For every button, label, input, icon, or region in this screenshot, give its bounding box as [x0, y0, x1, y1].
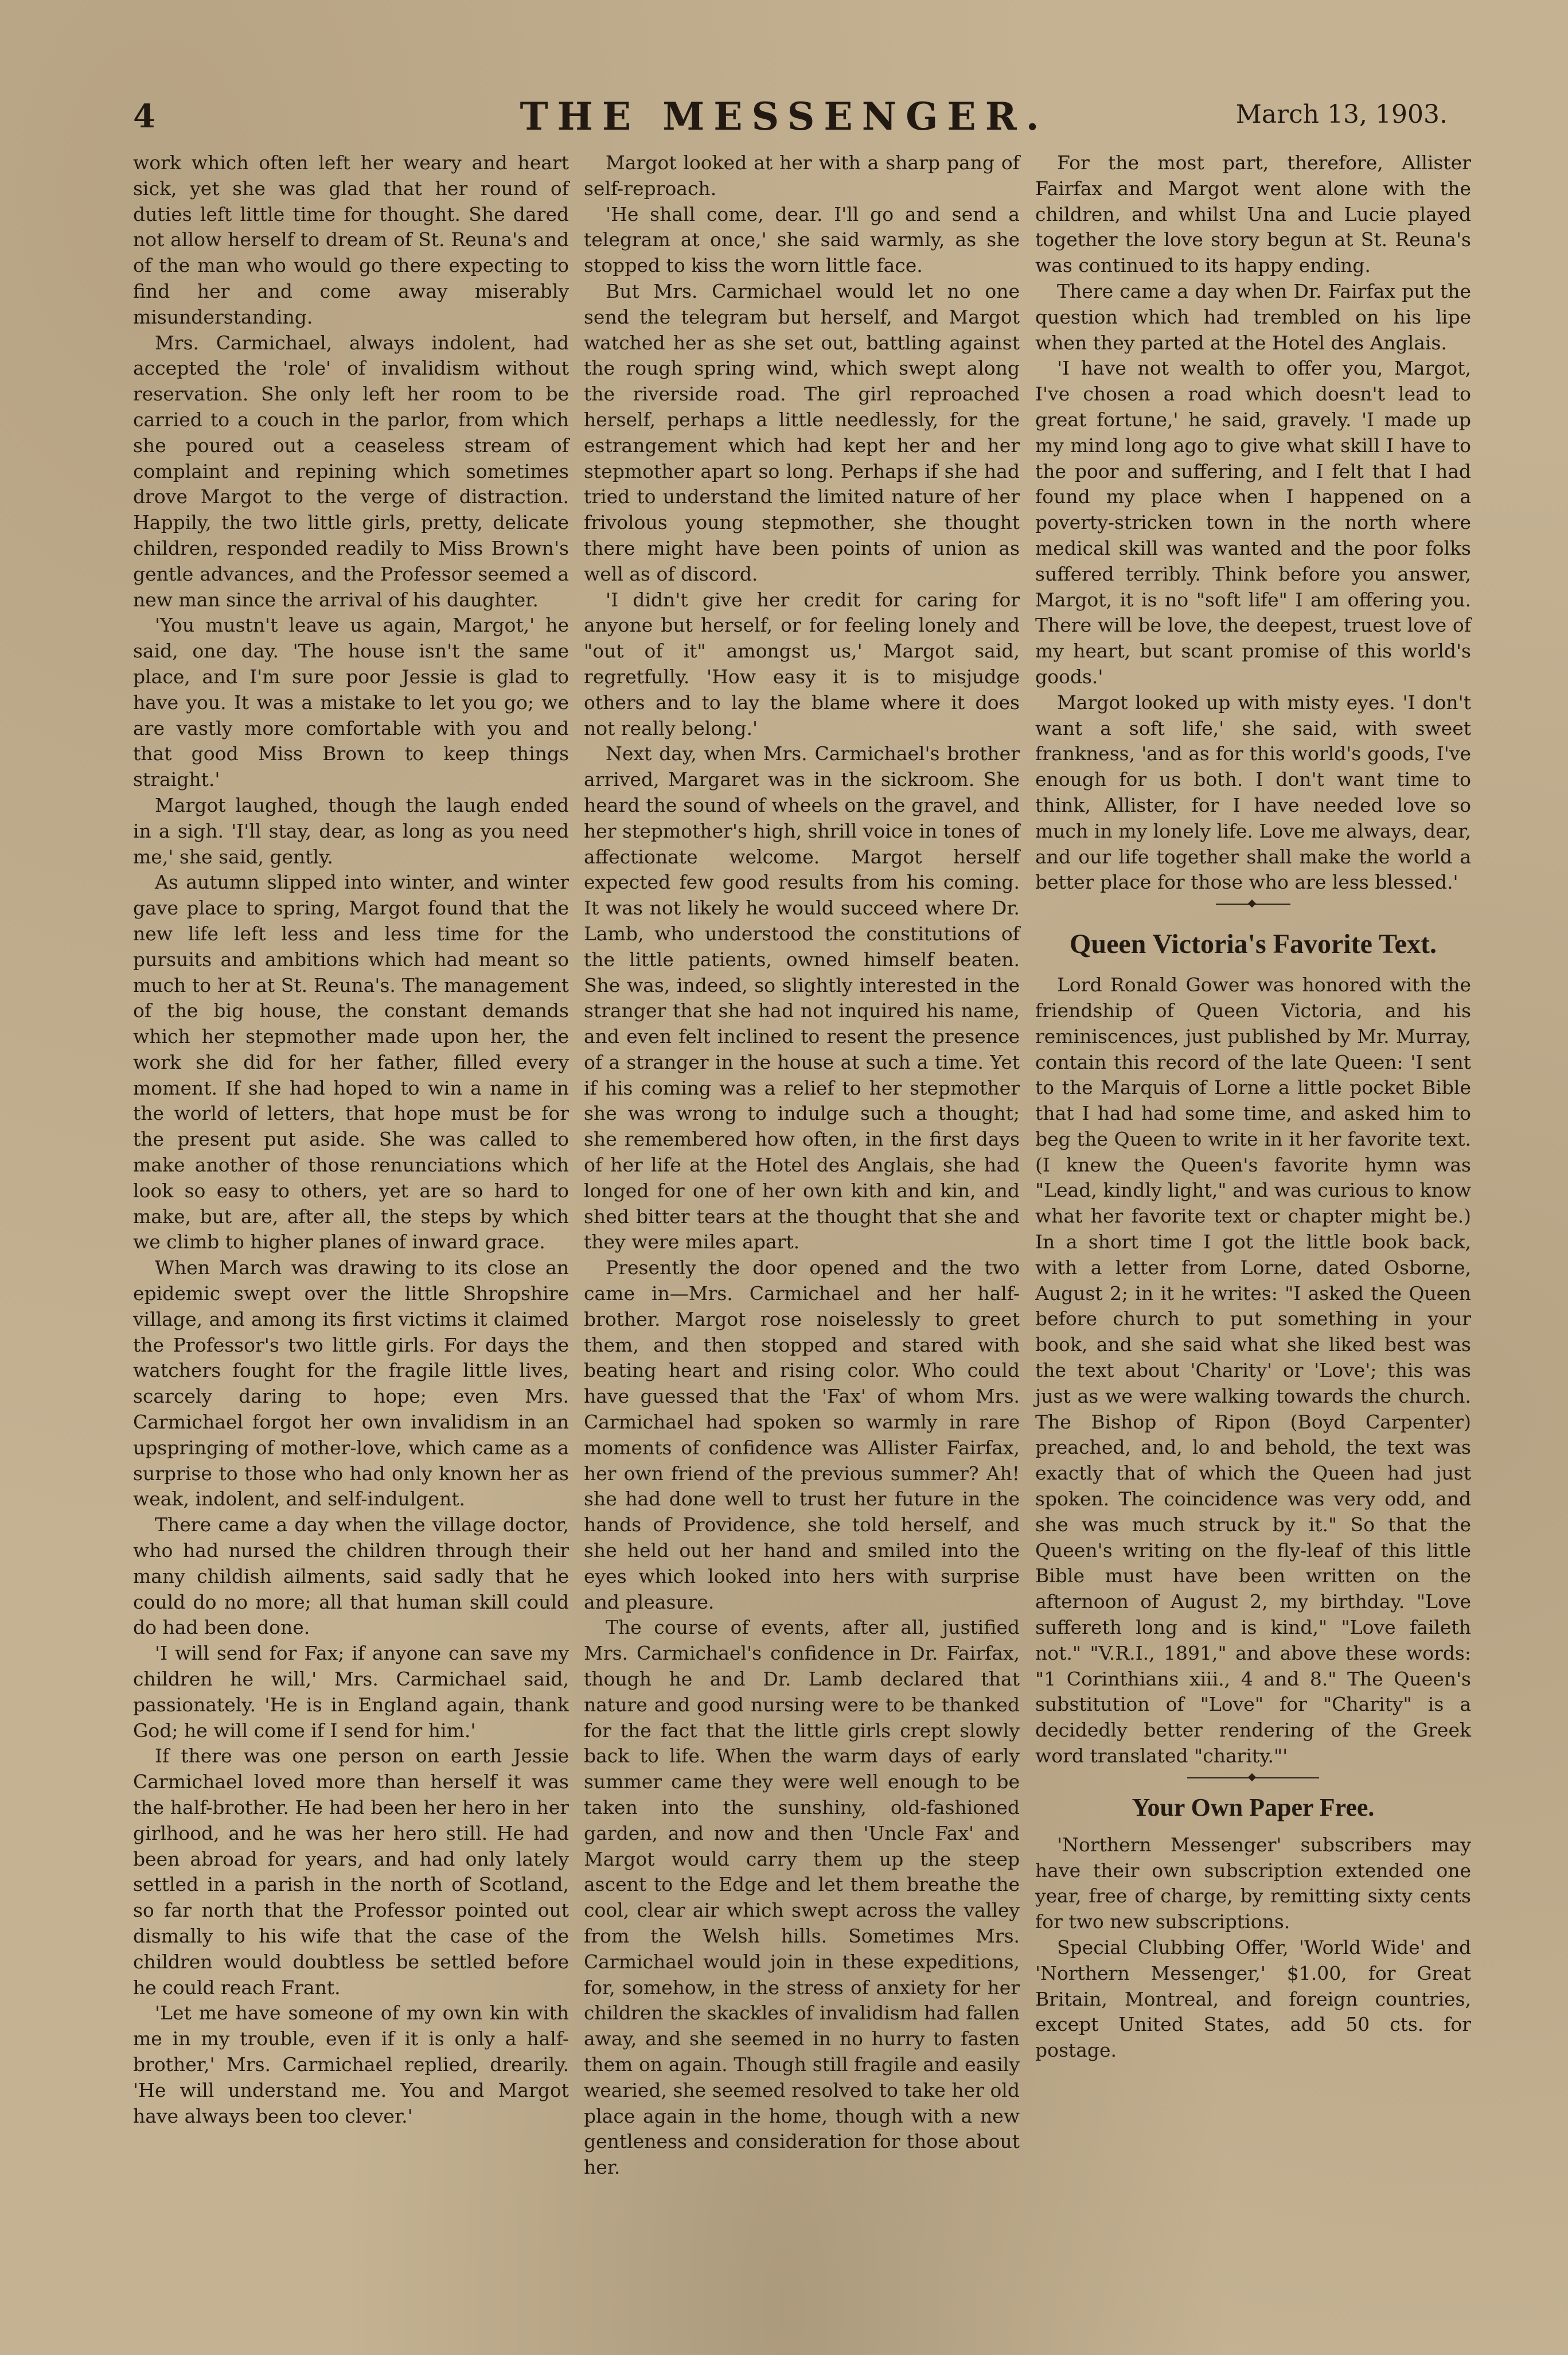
article-paragraph: The course of events, after all, justified Mrs. Carmichael's confidence in Dr. Fairfax, though he and Dr. Lamb declared that nature and good nursing were to be thanked for the fact that the little girls crept slowly back to life. When the warm days of early summer came they were well enough to be taken into the sunshiny, old-fashioned garden, and now and then 'Uncle Fax' and Margot would carry them up the steep ascent to the Edge and let them breathe the cool, clear air which swept across the valley from the Welsh hills. Sometimes Mrs. Carmichael would join in these expeditions, for, somehow, in the stress of anxiety for her children the skackles of invalidism had fallen away, and she seemed in no hurry to fasten them on again. Though still fragile and easily wearied, she seemed resolved to take her old place again in the home, though with a new gentleness and consideration for those about her.: [584, 1616, 1020, 2179]
newspaper-title: THE MESSENGER.: [520, 94, 1048, 139]
masthead: [0, 86, 1568, 149]
article-paragraph: Margot looked up with misty eyes. 'I don't want a soft life,' she said, with sweet frankness, 'and as for this world's goods, I've enough for us both. I don't want time to think, Allister, for I have needed love so much in my lonely life. Love me always, dear, and our life together shall make the world a better place for those who are less blessed.': [1035, 691, 1471, 894]
article-paragraph: 'You mustn't leave us again, Margot,' he said, one day. 'The house isn't the same place, and I'm sure poor Jessie is glad to have you. It was a mistake to let you go; we are vastly more comfortable with you and that good Miss Brown to keep things straight.': [133, 614, 569, 791]
article-paragraph: Lord Ronald Gower was honored with the friendship of Queen Victoria, and his reminiscences, just published by Mr. Murray, contain this record of the late Queen: 'I sent to the Marquis of Lorne a little pocket Bible that I had had some time, and asked him to beg the Queen to write in it her favorite text. (I knew the Queen's favorite hymn was "Lead, kindly light," and was curious to know what her favorite text or chapter might be.) In a short time I got the little book back, with a letter from Lorne, dated Osborne, August 2; in it he writes: "I asked the Queen before church to put something in your book, and she said what she liked best was the text about 'Charity' or 'Love'; this was just as we were walking towards the church. The Bishop of Ripon (Boyd Carpenter) preached, and, lo and behold, the text was exactly that of which the Queen had just spoken. The coincidence was very odd, and she was much struck by it." So that the Queen's writing on the fly-leaf of this little Bible must have been written on the afternoon of August 2, my birthday. "Love suffereth long and is kind," "Love faileth not." "V.R.I., 1891," and above these words: "1 Corinthians xiii., 4 and 8." The Queen's substitution of "Love" for "Charity" is a decidedly better rendering of the Greek word translated "charity."': [1035, 974, 1471, 1768]
article-paragraph: Margot laughed, though the laugh ended in a sigh. 'I'll stay, dear, as long as you need me,' she said, gently.: [133, 793, 569, 868]
page-number: 4: [133, 98, 155, 135]
section-heading: Your Own Paper Free.: [1132, 1793, 1375, 1821]
ornamental-divider: [1187, 1774, 1319, 1782]
article-paragraph: Presently the door opened and the two came in—Mrs. Carmichael and her half-brother. Margot rose noiselessly to greet them, and then stopped and stared with beating heart and rising color. Who could have guessed that the 'Fax' of whom Mrs. Carmichael had spoken so warmly in rare moments of confidence was Allister Fairfax, her own friend of the previous summer? Ah! she had done well to trust her future in the hands of Providence, she told herself, and she held out her hand and smiled into the eyes which looked into hers with surprise and pleasure.: [584, 1256, 1020, 1613]
article-paragraph: 'I will send for Fax; if anyone can save my children he will,' Mrs. Carmichael said, passionately. 'He is in England again, thank God; he will come if I send for him.': [133, 1642, 569, 1742]
article-paragraph: 'He shall come, dear. I'll go and send a telegram at once,' she said warmly, as she stopped to kiss the worn little face.: [584, 203, 1020, 277]
article-paragraph: Special Clubbing Offer, 'World Wide' and 'Northern Messenger,' $1.00, for Great Britain, Montreal, and foreign countries, except United States, add 50 cts. for postage.: [1035, 1936, 1471, 2062]
article-paragraph: Next day, when Mrs. Carmichael's brother arrived, Margaret was in the sickroom. She heard the sound of wheels on the gravel, and her stepmother's high, shrill voice in tones of affectionate welcome. Margot herself expected few good results from his coming. It was not likely he would succeed where Dr. Lamb, who understood the constitutions of the little patients, owned himself beaten. She was, indeed, so slightly interested in the stranger that she had not inquired his name, and even felt inclined to resent the presence of a stranger in the house at such a time. Yet if his coming was a relief to her stepmother she was wrong to indulge such a thought; she remembered how often, in the first days of her life at the Hotel des Anglais, she had longed for one of her own kith and kin, and shed bitter tears at the thought that she and they were miles apart.: [584, 742, 1020, 1254]
article-paragraph: When March was drawing to its close an epidemic swept over the little Shropshire village, and among its first victims it claimed the Professor's two little girls. For days the watchers fought for the fragile little lives, scarcely daring to hope; even Mrs. Carmichael forgot her own invalidism in an upspringing of mother-love, which came as a surprise to those who had only known her as weak, indolent, and self-indulgent.: [133, 1256, 569, 1511]
column-1: [133, 150, 569, 2129]
article-paragraph: 'I didn't give her credit for caring for anyone but herself, or for feeling lonely and "out of it" amongst us,' Margot said, regretfully. 'How easy it is to misjudge others and to lay the blame where it does not really belong.': [584, 588, 1020, 739]
article-paragraph: work which often left her weary and heart sick, yet she was glad that her round of duties left little time for thought. She dared not allow herself to dream of St. Reuna's and of the man who would go there expecting to find her and come away miserably misunderstanding.: [133, 151, 569, 328]
article-paragraph: 'Northern Messenger' subscribers may have their own subscription extended one year, free of charge, by remitting sixty cents for two new subscriptions.: [1035, 1833, 1471, 1933]
article-paragraph: Margot looked at her with a sharp pang of self-reproach.: [584, 151, 1020, 200]
article-paragraph: There came a day when Dr. Fairfax put the question which had trembled on his lipe when they parted at the Hotel des Anglais.: [1035, 279, 1471, 354]
article-paragraph: If there was one person on earth Jessie Carmichael loved more than herself it was the half-brother. He had been her hero in her girlhood, and he was her hero still. He had been abroad for years, and had only lately settled in a parish in the north of Scotland, so far north that the Professor pointed out dismally to his wife that the case of the children would doubtless be settled before he could reach Frant.: [133, 1745, 569, 1999]
article-paragraph: For the most part, therefore, Allister Fairfax and Margot went alone with the children, and whilst Una and Lucie played together the love story begun at St. Reuna's was continued to its happy ending.: [1035, 151, 1471, 277]
article-paragraph: 'Let me have someone of my own kin with me in my trouble, even if it is only a half-brother,' Mrs. Carmichael replied, drearily. 'He will understand me. You and Margot have always been too clever.': [133, 2002, 569, 2127]
article-paragraph: There came a day when the village doctor, who had nursed the children through their many childish ailments, said sadly that he could do no more; all that human skill could do had been done.: [133, 1513, 569, 1639]
article-paragraph: Mrs. Carmichael, always indolent, had accepted the 'role' of invalidism without reservation. She only left her room to be carried to a couch in the parlor, from which she poured out a ceaseless stream of complaint and repining which sometimes drove Margot to the verge of distraction. Happily, the two little girls, pretty, delicate children, responded readily to Miss Brown's gentle advances, and the Professor seemed a new man since the arrival of his daughter.: [133, 331, 569, 611]
article-paragraph: 'I have not wealth to offer you, Margot, I've chosen a road which doesn't lead to great fortune,' he said, gravely. 'I made up my mind long ago to give what skill I have to the poor and suffering, and I felt that I had found my place when I happened on a poverty-stricken town in the north where medical skill was wanted and the poor folks suffered terribly. Think before you answer, Margot, it is no "soft life" I am offering you. There will be love, the deepest, truest love of my heart, but scant promise of this world's goods.': [1035, 357, 1471, 688]
article-paragraph: As autumn slipped into winter, and winter gave place to spring, Margot found that the new life left less and less time for the pursuits and ambitions which had meant so much to her at St. Reuna's. The management of the big house, the constant demands which her stepmother made upon her, the work she did for her father, filled every moment. If she had hoped to win a name in the world of letters, that hope must be for the present put aside. She was called to make another of those renunciations which look so easy to others, yet are so hard to make, but are, after all, the steps by which we climb to higher planes of inward grace.: [133, 871, 569, 1254]
issue-date: March 13, 1903.: [1235, 100, 1448, 129]
section-heading: Queen Victoria's Favorite Text.: [1070, 929, 1437, 960]
column-3: [1035, 150, 1471, 2064]
column-2: [584, 150, 1020, 2181]
ornamental-divider: [1216, 900, 1290, 908]
article-paragraph: But Mrs. Carmichael would let no one send the telegram but herself, and Margot watched her as she set out, battling against the rough spring wind, which swept along the riverside road. The girl reproached herself, perhaps a little needlessly, for the estrangement which had kept her and her stepmother apart so long. Perhaps if she had tried to understand the limited nature of her frivolous young stepmother, she thought there might have been points of union as well as of discord.: [584, 279, 1020, 585]
